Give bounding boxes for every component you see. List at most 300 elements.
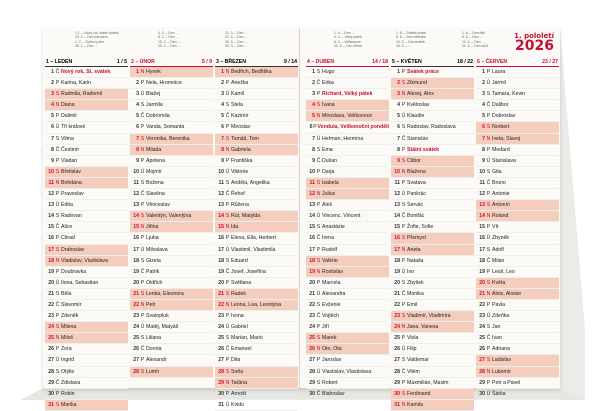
weekday-letter: P <box>55 157 60 164</box>
weekday-letter: Ú <box>225 168 230 175</box>
weekday-letter: S <box>316 179 321 186</box>
day-number: 28 <box>218 368 224 375</box>
weekday-letter: S <box>55 324 60 331</box>
day-number: 14 <box>479 213 485 220</box>
weekday-letter: N <box>140 69 145 75</box>
day-number: 17 <box>394 246 400 253</box>
name-day: Bedřich, Bedřiška <box>231 69 272 75</box>
day-row <box>45 400 128 411</box>
day-number: 27 <box>48 357 54 364</box>
weekday-letter: Ú <box>225 401 230 408</box>
weekday-letter: S <box>55 246 60 253</box>
weekday-letter: Ú <box>55 279 60 286</box>
weekday-letter: N <box>225 301 230 308</box>
name-day: Leoš, Leo <box>492 268 515 275</box>
day-row <box>391 278 474 289</box>
day-number: 9 <box>482 157 485 164</box>
name-day: Stela <box>231 102 243 109</box>
name-day: Diana <box>61 102 75 109</box>
weekday-letter: S <box>486 124 491 131</box>
day-number: 26 <box>48 346 54 353</box>
day-row <box>130 167 213 178</box>
weekday-letter: N <box>486 135 491 142</box>
day-number: 3 <box>221 91 224 98</box>
weekday-letter: Č <box>225 346 230 353</box>
day-number: 3 <box>397 91 400 98</box>
name-day: Věnceslav <box>146 202 170 209</box>
name-day: Maxmilián, Maxim <box>407 379 449 386</box>
weekday-letter: S <box>55 168 60 175</box>
day-number: 19 <box>133 268 139 275</box>
name-day: Arnošt <box>231 390 246 397</box>
name-day: Dita <box>231 357 241 364</box>
name-day: Stanislava <box>492 157 516 164</box>
day-number: 28 <box>133 368 139 375</box>
weekday-letter: Ú <box>486 390 491 397</box>
name-day: Norbert <box>492 124 510 131</box>
weekday-letter: P <box>55 346 60 353</box>
name-day: Zbyšek <box>407 279 424 286</box>
day-number: 26 <box>394 346 400 353</box>
name-day: Zdislava <box>61 379 81 386</box>
weekday-letter: P <box>486 146 491 153</box>
day-number: 13 <box>479 202 485 209</box>
name-day: Elena, Ella, Herbert <box>231 235 276 242</box>
name-day: Šárka <box>492 390 506 397</box>
day-number: 28 <box>394 368 400 375</box>
day-row <box>215 189 298 200</box>
day-number: 16 <box>218 235 224 242</box>
day-number: 18 <box>133 257 139 264</box>
day-row <box>45 67 128 78</box>
weekday-letter: S <box>140 368 145 375</box>
weekday-letter: Č <box>225 191 230 198</box>
name-day: Zdeňka <box>492 313 510 320</box>
weekday-letter: S <box>140 213 145 220</box>
day-number: 20 <box>479 279 485 286</box>
day-number: 7 <box>51 135 54 142</box>
day-number: 21 <box>309 290 315 297</box>
name-day: Gabriela <box>231 146 251 153</box>
day-row <box>391 167 474 178</box>
month-kveten <box>391 59 474 411</box>
weekday-letter: S <box>225 213 230 220</box>
month-name: 1 – LEDEN <box>46 59 73 65</box>
weekday-letter: P <box>225 80 230 87</box>
weekday-letter: Č <box>316 235 321 242</box>
day-number: 12 <box>218 191 224 198</box>
day-row <box>130 333 213 344</box>
day-row <box>130 233 213 244</box>
day-number: 4 <box>397 102 400 109</box>
month-header <box>215 59 298 67</box>
weekday-letter: P <box>401 146 406 153</box>
weekday-letter: S <box>401 235 406 242</box>
day-number: 9 <box>221 157 224 164</box>
weekday-letter: Č <box>55 69 60 75</box>
day-number: 7 <box>482 135 485 142</box>
name-day: Oldřich <box>146 279 163 286</box>
day-number: 26 <box>309 346 315 353</box>
day-number: 21 <box>218 290 224 297</box>
day-row <box>215 344 298 355</box>
name-day: Dorota <box>146 346 162 353</box>
day-number: 29 <box>309 379 315 386</box>
weekday-letter: Č <box>55 301 60 308</box>
day-row <box>391 389 474 400</box>
day-row <box>306 111 389 122</box>
name-day: Vlastislav, Vlastislava <box>322 368 372 375</box>
day-row <box>391 145 474 156</box>
weekday-letter: S <box>225 135 230 142</box>
weekday-letter: S <box>486 91 491 98</box>
name-day: Milan <box>492 257 505 264</box>
day-number: 15 <box>48 224 54 231</box>
month-name: 2 – ÚNOR <box>131 59 155 65</box>
name-day: Vít <box>492 224 499 231</box>
day-number: 5 <box>482 113 485 120</box>
weekday-letter: P <box>313 124 317 131</box>
weekday-letter: Č <box>140 268 145 275</box>
weekday-letter: P <box>140 313 145 320</box>
name-day: Kamil <box>231 91 244 98</box>
day-number: 23 <box>48 313 54 320</box>
day-number: 8 <box>136 146 139 153</box>
notes-col <box>225 31 295 59</box>
month-name: 5 – KVĚTEN <box>392 59 422 65</box>
notes-col <box>75 31 125 59</box>
month-name: 6 – ČERVEN <box>477 59 508 65</box>
day-number: 30 <box>218 390 224 397</box>
day-row <box>130 100 213 111</box>
day-row <box>306 355 389 366</box>
day-number: 9 <box>136 157 139 164</box>
name-day: Adriana <box>492 346 510 353</box>
day-row <box>130 289 213 300</box>
day-row <box>130 222 213 233</box>
weekday-letter: P <box>55 235 60 242</box>
day-number: 28 <box>309 368 315 375</box>
day-number: 25 <box>48 335 54 342</box>
weekday-letter: S <box>316 301 321 308</box>
name-day: Emanuel <box>231 346 252 353</box>
name-day: Stanislav <box>407 135 429 142</box>
day-row <box>391 322 474 333</box>
day-number: 24 <box>309 324 315 331</box>
name-day: Klaudie <box>407 113 425 120</box>
name-day: Ferdinand <box>407 390 431 397</box>
day-number: 12 <box>133 191 139 198</box>
day-row <box>130 67 213 78</box>
notes-col <box>334 31 389 59</box>
day-row <box>391 311 474 322</box>
day-row <box>130 300 213 311</box>
day-number: 13 <box>394 202 400 209</box>
day-row <box>130 122 213 133</box>
day-row <box>45 100 128 111</box>
day-row <box>391 200 474 211</box>
day-row <box>45 222 128 233</box>
name-day: Valérie <box>322 257 338 264</box>
day-number: 25 <box>394 335 400 342</box>
day-number: 13 <box>48 202 54 209</box>
weekday-letter: S <box>55 290 60 297</box>
name-day: Dalibor <box>492 102 509 109</box>
day-row <box>391 211 474 222</box>
day-row <box>306 267 389 278</box>
note: 12. 3. – Den … <box>225 31 248 35</box>
weekday-letter: S <box>225 368 230 375</box>
day-number: 13 <box>309 202 315 209</box>
note: 1. 4. – Den … <box>334 31 355 35</box>
note: 3. 4. – Velký pátek <box>334 35 362 40</box>
day-row <box>476 100 559 111</box>
day-row <box>45 156 128 167</box>
note: 1. 6. – Den dětí <box>462 31 486 35</box>
name-day: Josef, Josefína <box>231 268 266 275</box>
name-day: Řehoř <box>231 191 246 198</box>
day-row <box>476 278 559 289</box>
day-row <box>215 333 298 344</box>
weekday-letter: S <box>55 135 60 142</box>
year: 2026 <box>515 38 554 54</box>
day-number: 19 <box>48 268 54 275</box>
day-number: 1 <box>397 69 400 75</box>
day-number: 15 <box>309 224 315 231</box>
weekday-letter: S <box>55 401 60 408</box>
day-number: 8 <box>397 146 400 153</box>
weekday-letter: N <box>140 146 145 153</box>
day-number: 17 <box>309 246 315 253</box>
weekday-letter: Ú <box>225 246 230 253</box>
weekday-letter: N <box>401 324 406 331</box>
day-row <box>215 200 298 211</box>
desk-calendar-card <box>43 28 560 408</box>
month-leden <box>45 59 128 411</box>
day-number: 14 <box>133 213 139 220</box>
month-header <box>130 59 213 67</box>
note: 22. 4. – Den Země <box>334 43 363 48</box>
day-number: 5 <box>397 113 400 120</box>
day-number: 15 <box>218 224 224 231</box>
day-row <box>45 245 128 256</box>
weekday-letter: S <box>55 213 60 220</box>
day-number: 11 <box>479 179 485 186</box>
day-row <box>130 78 213 89</box>
name-day: Rostislav <box>322 268 344 275</box>
day-number: 30 <box>309 390 315 397</box>
day-row <box>391 245 474 256</box>
day-number: 30 <box>479 390 485 397</box>
weekday-letter: Č <box>55 146 60 153</box>
weekday-letter: Č <box>401 290 406 297</box>
day-number: 16 <box>48 235 54 242</box>
weekday-letter: S <box>486 168 491 175</box>
day-number: 22 <box>48 301 54 308</box>
day-row <box>130 211 213 222</box>
day-number: 2 <box>482 80 485 87</box>
day-number: 23 <box>218 313 224 320</box>
name-day: Běla <box>61 290 72 297</box>
name-day: Monika <box>407 290 424 297</box>
weekday-letter: S <box>225 257 230 264</box>
month-header <box>391 59 474 67</box>
weekday-letter: Ú <box>486 157 491 164</box>
day-number: 27 <box>309 357 315 364</box>
name-day: Státní svátek <box>407 146 440 153</box>
day-number: 29 <box>394 379 400 386</box>
day-row <box>215 267 298 278</box>
weekday-letter: P <box>225 279 230 286</box>
day-number: 22 <box>133 301 139 308</box>
day-row <box>306 134 389 145</box>
day-row <box>476 300 559 311</box>
day-number: 2 <box>312 80 315 87</box>
day-number: 6 <box>221 124 224 131</box>
day-number: 9 <box>397 157 400 164</box>
day-number: 6 <box>309 124 313 131</box>
day-number: 8 <box>482 146 485 153</box>
weekday-letter: P <box>316 168 321 175</box>
name-day: Zora <box>61 346 72 353</box>
weekday-letter: Č <box>316 313 321 320</box>
day-row <box>476 89 559 100</box>
day-number: 22 <box>218 301 224 308</box>
day-row <box>476 289 559 300</box>
day-row <box>45 322 128 333</box>
weekday-letter: P <box>401 379 406 386</box>
name-day: Hynek <box>146 69 161 75</box>
day-row <box>45 145 128 156</box>
name-day: Julius <box>322 191 336 198</box>
day-row <box>476 78 559 89</box>
name-day: Jiřina <box>146 224 159 231</box>
day-row <box>215 245 298 256</box>
name-day: Pavla <box>492 301 505 308</box>
name-day: Božena <box>146 179 164 186</box>
name-day: Anežka <box>231 80 249 87</box>
weekday-letter: P <box>316 91 321 98</box>
name-day: Kazimír <box>231 113 249 120</box>
name-day: Bohdana <box>61 179 82 186</box>
day-number: 26 <box>218 346 224 353</box>
weekday-letter: N <box>486 290 491 297</box>
day-number: 9 <box>312 157 315 164</box>
right-panel <box>304 28 560 408</box>
name-day: Dobromila <box>146 113 170 120</box>
weekday-letter: Ú <box>316 213 321 220</box>
name-day: Pankrác <box>407 191 427 198</box>
day-number: 14 <box>394 213 400 220</box>
weekday-letter: Ú <box>401 346 406 353</box>
name-day: Viktorie <box>231 168 249 175</box>
name-day: Liliana <box>146 335 161 342</box>
weekday-letter: P <box>401 69 406 75</box>
day-row <box>476 67 559 78</box>
day-row <box>391 78 474 89</box>
day-row <box>130 278 213 289</box>
weekday-letter: P <box>486 69 491 75</box>
day-row <box>476 211 559 222</box>
day-number: 18 <box>218 257 224 264</box>
name-day: Richard, Velký pátek <box>322 91 373 98</box>
day-row <box>391 344 474 355</box>
day-row <box>215 400 298 411</box>
weekday-letter: P <box>140 80 145 87</box>
name-day: Adolf <box>492 246 504 253</box>
name-day: Lumír <box>146 368 160 375</box>
day-number: 13 <box>218 202 224 209</box>
name-day: Blažena <box>407 168 426 175</box>
weekday-letter: Ú <box>486 313 491 320</box>
weekday-letter: Ú <box>225 324 230 331</box>
day-row <box>306 189 389 200</box>
day-number: 1 <box>136 69 139 75</box>
name-day: Otýlie <box>61 368 75 375</box>
weekday-letter: N <box>55 179 60 186</box>
day-row <box>45 256 128 267</box>
weekday-letter: S <box>316 335 321 342</box>
name-day: Viola <box>407 335 419 342</box>
day-row <box>215 278 298 289</box>
weekday-letter: P <box>316 246 321 253</box>
day-row <box>391 67 474 78</box>
name-day: Radoslav, Radoslava <box>407 124 456 131</box>
day-number: 31 <box>48 401 54 408</box>
day-number: 16 <box>309 235 315 242</box>
name-day: Patrik <box>146 268 160 275</box>
month-name: 3 – BŘEZEN <box>216 59 246 65</box>
name-day: Alice <box>61 224 73 231</box>
note: 1.1. – Nový rok, státní svátek <box>75 31 119 35</box>
weekday-letter: S <box>401 80 406 87</box>
note: 30. 3. – Den … <box>225 43 248 48</box>
day-row <box>476 178 559 189</box>
name-day: Eduard <box>231 257 248 264</box>
name-day: Gabriel <box>231 324 248 331</box>
weekday-letter: S <box>140 179 145 186</box>
day-number: 5 <box>136 113 139 120</box>
weekday-letter: N <box>225 69 230 75</box>
day-number: 1 <box>51 69 54 75</box>
weekday-letter: Ú <box>225 91 230 98</box>
day-row <box>45 200 128 211</box>
day-row <box>476 134 559 145</box>
name-day: Bruno <box>492 179 506 186</box>
name-day: Doubravka <box>61 268 87 275</box>
weekday-letter: N <box>55 102 60 109</box>
name-day: Žofie, Sofie <box>407 224 434 231</box>
day-number: 23 <box>309 313 315 320</box>
day-row <box>306 145 389 156</box>
weekday-letter: S <box>316 102 321 109</box>
name-day: Lubomír <box>492 368 512 375</box>
day-number: 14 <box>48 213 54 220</box>
name-day: Vanda, Somanta <box>146 124 185 131</box>
day-number: 8 <box>312 146 315 153</box>
name-day: Iveta, Slavoj <box>492 135 521 142</box>
name-day: Valentýn, Valentýna <box>146 213 192 220</box>
name-day: Mojmír <box>146 168 162 175</box>
day-row <box>391 100 474 111</box>
weekday-letter: S <box>140 335 145 342</box>
note: 5. 4. – Velikonoce <box>334 39 361 44</box>
name-day: Ida <box>231 224 239 231</box>
weekday-letter: P <box>401 335 406 342</box>
name-day: Tři králové <box>61 124 86 131</box>
weekday-letter: S <box>486 246 491 253</box>
day-row <box>45 211 128 222</box>
